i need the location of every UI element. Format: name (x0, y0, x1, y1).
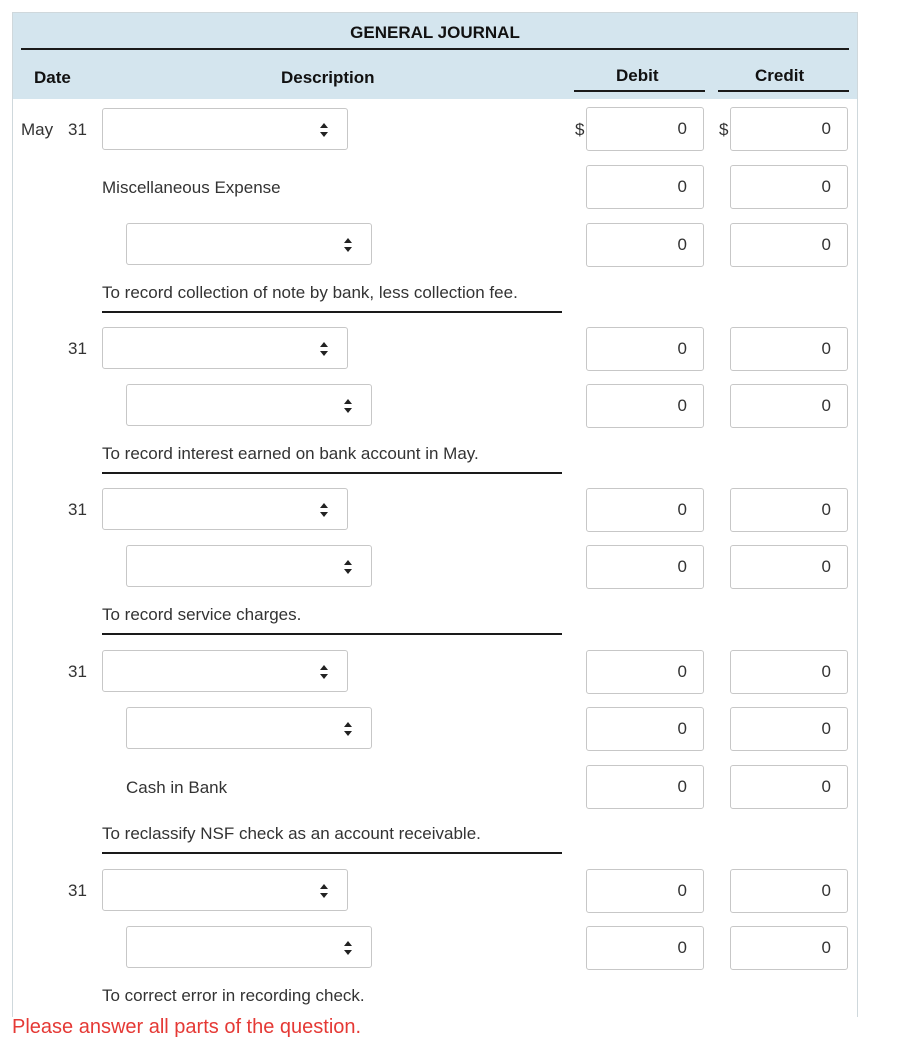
entry-2-line-2-credit-input[interactable]: 0 (730, 384, 848, 428)
entry-3-line-1-credit-input[interactable]: 0 (730, 488, 848, 532)
entry-4-line-3-credit-input[interactable]: 0 (730, 765, 848, 809)
select-arrows-icon (343, 720, 353, 738)
entry-4-line-1-credit-input[interactable]: 0 (730, 650, 848, 694)
entry-4-line-2-account-select[interactable] (126, 707, 372, 749)
entry-2-line-2-account-select[interactable] (126, 384, 372, 426)
entry-4-line-2-debit-input[interactable]: 0 (586, 707, 704, 751)
entry-5-line-1-credit-input[interactable]: 0 (730, 869, 848, 913)
entry-1-line-1-credit-input[interactable]: 0 (730, 107, 848, 151)
entry-4-line-3-account: Cash in Bank (126, 778, 228, 797)
entry-3-line-1-debit-input[interactable]: 0 (586, 488, 704, 532)
debit-header-underline (574, 90, 705, 92)
title-underline (21, 48, 849, 50)
debit-column-header: Debit (616, 66, 659, 85)
entry-5-memo: To correct error in recording check. (102, 986, 365, 1005)
entry-3-line-1-account-select[interactable] (102, 488, 348, 530)
entry-5-line-1-account-select[interactable] (102, 869, 348, 911)
select-arrows-icon (319, 501, 329, 519)
entry-1-line-3-debit-input[interactable]: 0 (586, 223, 704, 267)
entry-5-line-2-credit-input[interactable]: 0 (730, 926, 848, 970)
credit-column-header: Credit (755, 66, 805, 85)
entry-5-line-2-account-select[interactable] (126, 926, 372, 968)
entry-2-line-1-debit-input[interactable]: 0 (586, 327, 704, 371)
entry-4-memo: To reclassify NSF check as an account receivable. (102, 825, 562, 854)
entry-2-day: 31 (68, 339, 87, 358)
entry-5-day: 31 (68, 881, 87, 900)
entry-4-day: 31 (68, 662, 87, 681)
general-journal (12, 12, 858, 1017)
select-arrows-icon (343, 236, 353, 254)
entry-4-line-2-credit-input[interactable]: 0 (730, 707, 848, 751)
select-arrows-icon (319, 340, 329, 358)
entry-1-line-1-account-select[interactable] (102, 108, 348, 150)
entry-1-debit-currency: $ (575, 120, 585, 139)
entry-1-line-3-account-select[interactable] (126, 223, 372, 265)
entry-3-day: 31 (68, 500, 87, 519)
journal-header (13, 13, 857, 99)
entry-1-line-1-debit-input[interactable]: 0 (586, 107, 704, 151)
select-arrows-icon (319, 882, 329, 900)
entry-2-line-2-debit-input[interactable]: 0 (586, 384, 704, 428)
entry-3-line-2-account-select[interactable] (126, 545, 372, 587)
entry-2-line-1-account-select[interactable] (102, 327, 348, 369)
select-arrows-icon (343, 397, 353, 415)
select-arrows-icon (343, 558, 353, 576)
entry-2-line-1-credit-input[interactable]: 0 (730, 327, 848, 371)
journal-title: GENERAL JOURNAL (350, 23, 520, 42)
entry-1-line-2-debit-input[interactable]: 0 (586, 165, 704, 209)
entry-2-memo: To record interest earned on bank account in May. (102, 445, 562, 474)
entry-3-line-2-debit-input[interactable]: 0 (586, 545, 704, 589)
entry-1-line-2-account: Miscellaneous Expense (102, 178, 281, 197)
select-arrows-icon (343, 939, 353, 957)
description-column-header: Description (281, 68, 375, 87)
entry-1-day: 31 (68, 120, 87, 139)
entry-1-credit-currency: $ (719, 120, 729, 139)
entry-3-line-2-credit-input[interactable]: 0 (730, 545, 848, 589)
entry-1-month: May (21, 120, 54, 139)
entry-4-line-1-debit-input[interactable]: 0 (586, 650, 704, 694)
entry-1-line-3-credit-input[interactable]: 0 (730, 223, 848, 267)
entry-1-memo: To record collection of note by bank, less collection fee. (102, 284, 562, 313)
select-arrows-icon (319, 121, 329, 139)
entry-4-line-3-debit-input[interactable]: 0 (586, 765, 704, 809)
entry-3-memo: To record service charges. (102, 606, 562, 635)
entry-5-line-2-debit-input[interactable]: 0 (586, 926, 704, 970)
date-column-header: Date (34, 68, 71, 87)
validation-message: Please answer all parts of the question. (12, 1016, 362, 1038)
entry-4-line-1-account-select[interactable] (102, 650, 348, 692)
credit-header-underline (718, 90, 849, 92)
select-arrows-icon (319, 663, 329, 681)
entry-1-line-2-credit-input[interactable]: 0 (730, 165, 848, 209)
entry-5-line-1-debit-input[interactable]: 0 (586, 869, 704, 913)
